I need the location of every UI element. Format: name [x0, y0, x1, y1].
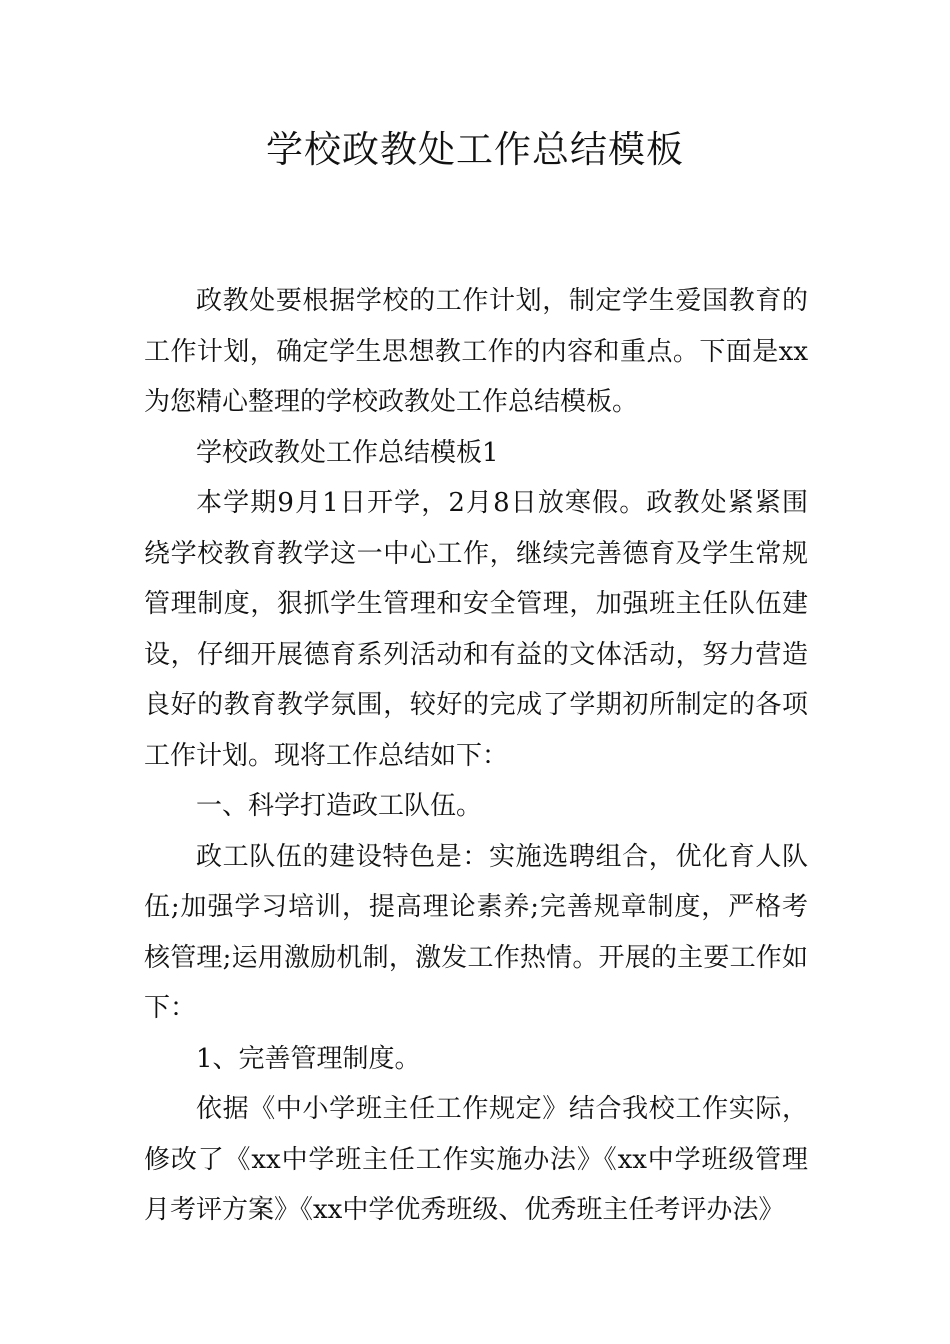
body-paragraph: 政工队伍的建设特色是：实施选聘组合，优化育人队伍;加强学习培训，提高理论素养;完善规章制度，严格考核管理;运用激励机制，激发工作热情。开展的主要工作如下： [144, 841, 808, 1023]
document-body [144, 276, 808, 1236]
section-heading: 学校政教处工作总结模板1 [196, 437, 499, 468]
body-paragraph: 依据《中小学班主任工作规定》结合我校工作实际，修改了《xx中学班主任工作实施办法》《xx中学班级管理月考评方案》《xx中学优秀班级、优秀班主任考评办法》 [144, 1094, 808, 1225]
intro-paragraph: 政教处要根据学校的工作计划，制定学生爱国教育的工作计划，确定学生思想教工作的内容和重点。下面是xx为您精心整理的学校政教处工作总结模板。 [144, 286, 808, 417]
item-heading: 1、完善管理制度。 [196, 1043, 421, 1074]
subsection-heading: 一、科学打造政工队伍。 [196, 791, 483, 821]
document-title: 学校政教处工作总结模板 [266, 128, 684, 171]
body-paragraph: 本学期9月1日开学，2月8日放寒假。政教处紧紧围绕学校教育教学这一中心工作，继续完善德育及学生常规管理制度，狠抓学生管理和安全管理，加强班主任队伍建设，仔细开展德育系列活动和有益的文体活动，努力营造良好的教育教学氛围，较好的完成了学期初所制定的各项工作计划。现将工作总结如下： [144, 488, 808, 771]
